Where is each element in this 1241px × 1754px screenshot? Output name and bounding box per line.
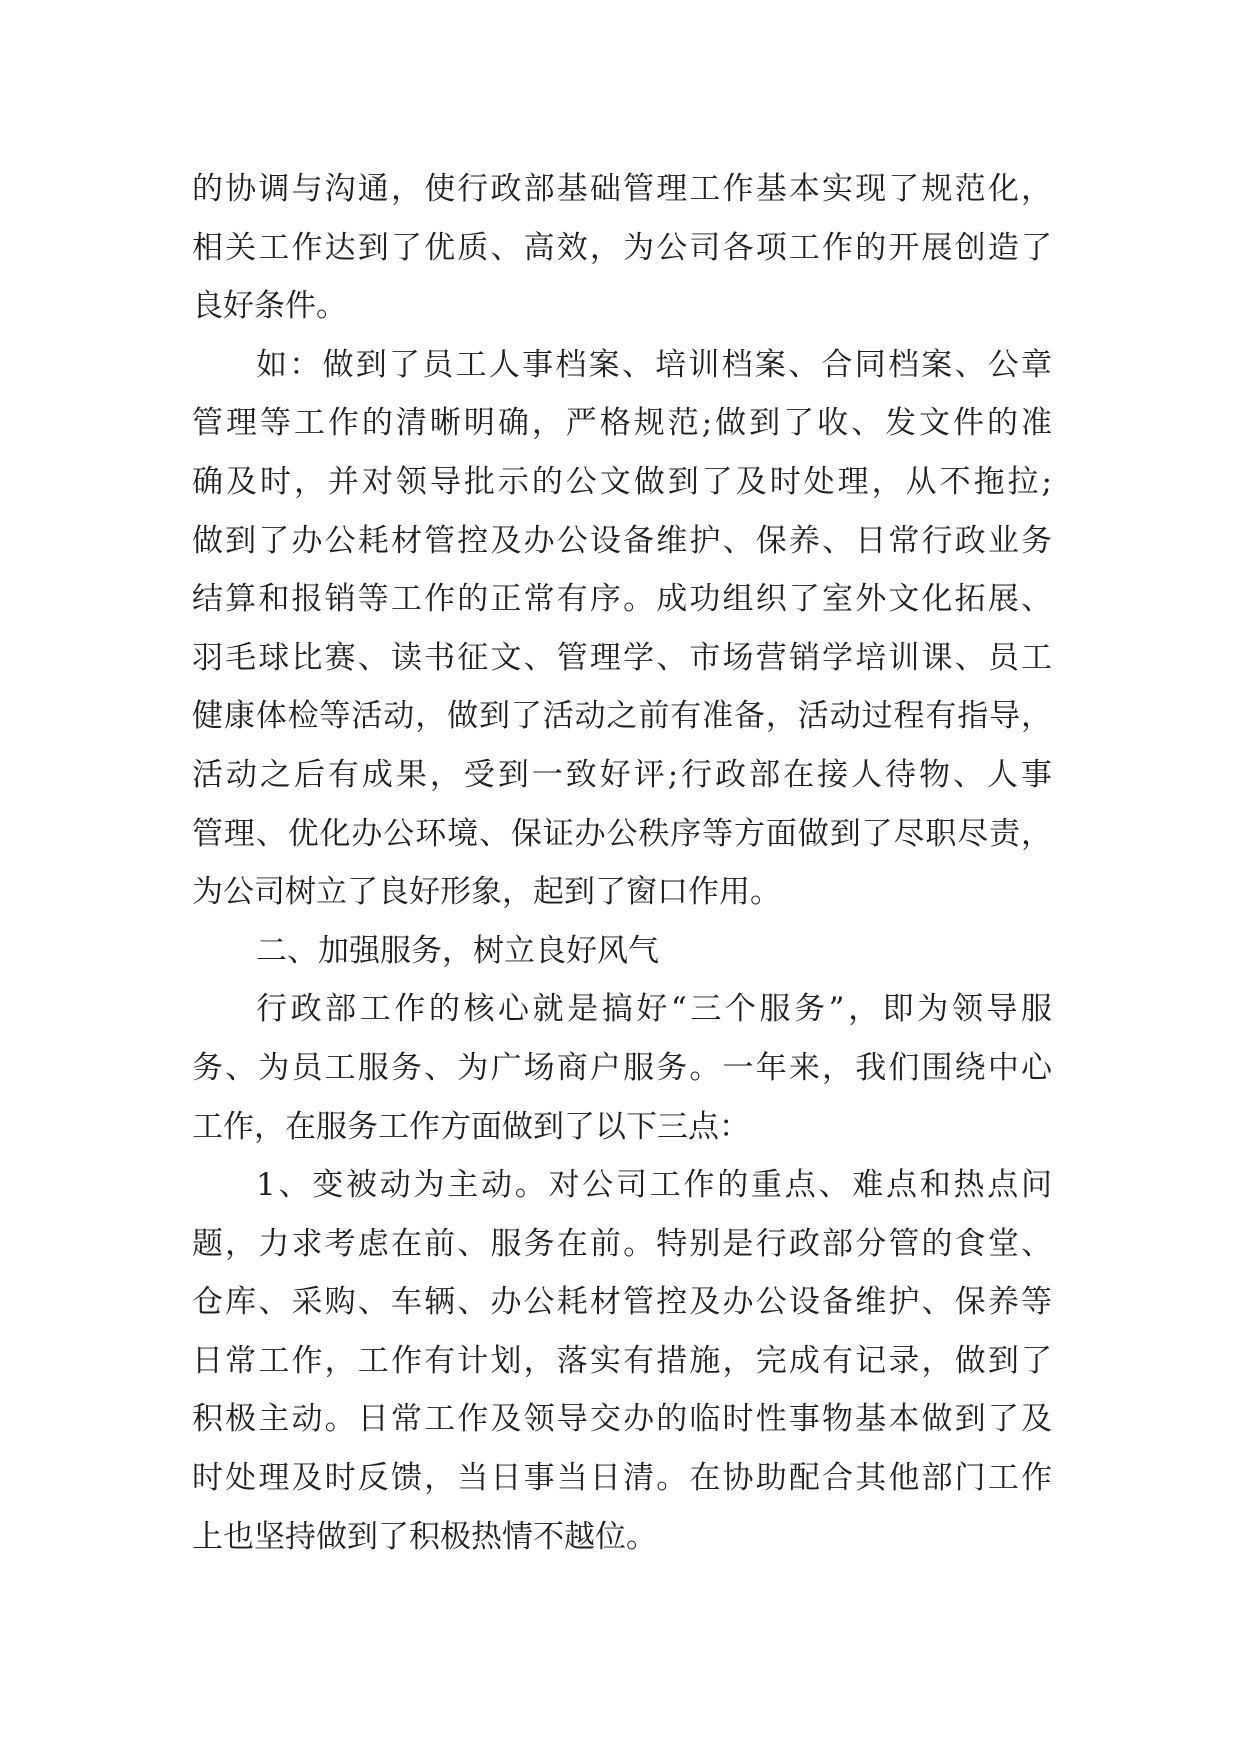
text-line: 1、变被动为主动。对公司工作的重点、难点和热点问: [256, 1167, 1052, 1204]
text-line: 相关工作达到了优质、高效，为公司各项工作的开展创造了: [192, 229, 1052, 266]
text-line: 时处理及时反馈，当日事当日清。在协助配合其他部门工作: [192, 1460, 1052, 1497]
text-line: 确及时，并对领导批示的公文做到了及时处理，从不拖拉;: [192, 463, 1052, 500]
text-line: 积极主动。日常工作及领导交办的临时性事物基本做到了及: [192, 1401, 1052, 1438]
text-line: 工作，在服务工作方面做到了以下三点：: [192, 1108, 750, 1145]
text-line: 仓库、采购、车辆、办公耗材管控及办公设备维护、保养等: [192, 1284, 1052, 1321]
text-line: 活动之后有成果，受到一致好评;行政部在接人待物、人事: [192, 756, 1052, 793]
text-line: 良好条件。: [192, 288, 347, 325]
text-line: 上也坚持做到了积极热情不越位。: [192, 1518, 657, 1555]
text-line: 羽毛球比赛、读书征文、管理学、市场营销学培训课、员工: [192, 639, 1052, 676]
text-line: 结算和报销等工作的正常有序。成功组织了室外文化拓展、: [192, 581, 1052, 618]
text-line: 的协调与沟通，使行政部基础管理工作基本实现了规范化，: [192, 171, 1052, 207]
text-line: 行政部工作的核心就是搞好“三个服务”，即为领导服: [256, 991, 1052, 1028]
text-line: 管理等工作的清晰明确，严格规范;做到了收、发文件的准: [192, 405, 1052, 442]
text-line: 务、为员工服务、为广场商户服务。一年来，我们围绕中心: [192, 1049, 1052, 1086]
text-line: 题，力求考虑在前、服务在前。特别是行政部分管的食堂、: [192, 1225, 1052, 1262]
text-line: 为公司树立了良好形象，起到了窗口作用。: [192, 874, 781, 911]
text-line: 健康体检等活动，做到了活动之前有准备，活动过程有指导，: [192, 698, 1052, 735]
text-line: 做到了办公耗材管控及办公设备维护、保养、日常行政业务: [192, 522, 1052, 559]
document-body: [192, 160, 1052, 1566]
text-line: 日常工作，工作有计划，落实有措施，完成有记录，做到了: [192, 1342, 1052, 1379]
text-line: 管理、优化办公环境、保证办公秩序等方面做到了尽职尽责，: [192, 815, 1052, 852]
section-heading: 二、加强服务，树立良好风气: [256, 932, 659, 969]
text-line: 如：做到了员工人事档案、培训档案、合同档案、公章: [256, 346, 1052, 383]
